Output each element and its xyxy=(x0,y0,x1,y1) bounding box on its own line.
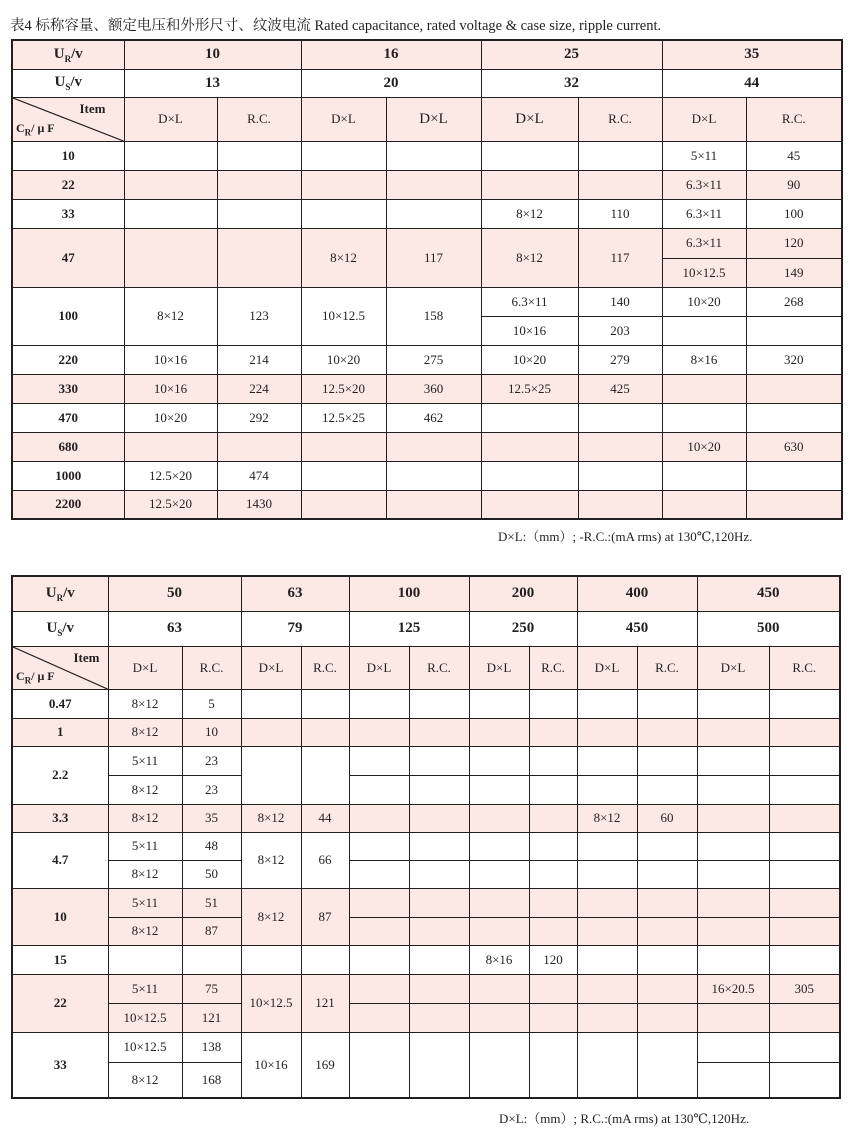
item-cr-corner: Item $C_R/$ μ F xyxy=(12,646,108,689)
rc-header: R.C. xyxy=(578,97,662,141)
size-cell: 8×16 xyxy=(469,945,529,974)
rc-cell: 158 xyxy=(386,287,481,345)
ur-row xyxy=(12,40,842,69)
rc-cell: 168 xyxy=(182,1062,241,1098)
us-20: 20 xyxy=(301,69,481,97)
rc-cell: 44 xyxy=(301,804,349,832)
ur-50: 50 xyxy=(108,576,241,611)
table-row xyxy=(12,888,840,917)
rc-cell: 214 xyxy=(217,345,301,374)
rc-cell: 75 xyxy=(182,974,241,1003)
rc-cell: 23 xyxy=(182,746,241,775)
dl-header: D×L xyxy=(662,97,746,141)
dl-header: D×L xyxy=(577,646,637,689)
table-row xyxy=(12,746,840,775)
rc-cell: 123 xyxy=(217,287,301,345)
rc-cell: 360 xyxy=(386,374,481,403)
rc-cell: 203 xyxy=(578,316,662,345)
ur-400: 400 xyxy=(577,576,697,611)
cap-cell: 10 xyxy=(12,141,124,170)
us-32: 32 xyxy=(481,69,662,97)
ur-10: 10 xyxy=(124,40,301,69)
size-cell: 12.5×25 xyxy=(301,403,386,432)
cap-cell: 15 xyxy=(12,945,108,974)
size-cell: 8×12 xyxy=(124,287,217,345)
ur-25: 25 xyxy=(481,40,662,69)
rc-cell: 48 xyxy=(182,832,241,860)
size-cell: 6.3×11 xyxy=(662,199,746,228)
rc-cell: 169 xyxy=(301,1032,349,1098)
table-1-note: D×L:（mm）; -R.C.:(mA rms) at 130℃,120Hz. xyxy=(498,529,753,544)
rc-header: R.C. xyxy=(182,646,241,689)
cap-cell: 330 xyxy=(12,374,124,403)
table-row xyxy=(12,718,840,746)
size-cell: 8×12 xyxy=(108,718,182,746)
dl-header: D×L xyxy=(108,646,182,689)
table-2 xyxy=(11,575,841,1099)
cap-cell: 33 xyxy=(12,1032,108,1098)
rc-cell: 462 xyxy=(386,403,481,432)
size-cell: 12.5×25 xyxy=(481,374,578,403)
cap-cell: 0.47 xyxy=(12,689,108,718)
size-cell: 8×12 xyxy=(108,689,182,718)
rc-cell: 117 xyxy=(386,228,481,287)
rc-cell: 35 xyxy=(182,804,241,832)
table-row xyxy=(12,860,840,888)
cap-cell: 22 xyxy=(12,170,124,199)
size-cell: 5×11 xyxy=(108,832,182,860)
us-63: 63 xyxy=(108,611,241,646)
rc-cell: 50 xyxy=(182,860,241,888)
size-cell: 12.5×20 xyxy=(124,490,217,519)
rc-cell: 1430 xyxy=(217,490,301,519)
size-cell: 10×12.5 xyxy=(108,1032,182,1062)
table-row xyxy=(12,432,842,461)
dl-header: D×L xyxy=(301,97,386,141)
rc-cell: 149 xyxy=(746,258,842,287)
rc-cell: 23 xyxy=(182,775,241,804)
table-row xyxy=(12,917,840,945)
item-header-row xyxy=(12,97,842,141)
rc-cell: 268 xyxy=(746,287,842,316)
size-cell: 8×12 xyxy=(481,199,578,228)
rc-cell: 120 xyxy=(529,945,577,974)
size-cell: 10×12.5 xyxy=(241,974,301,1032)
table-row xyxy=(12,141,842,170)
dl-header: D×L xyxy=(697,646,769,689)
cap-cell: 3.3 xyxy=(12,804,108,832)
rc-cell: 100 xyxy=(746,199,842,228)
us-79: 79 xyxy=(241,611,349,646)
us-13: 13 xyxy=(124,69,301,97)
size-cell: 16×20.5 xyxy=(697,974,769,1003)
size-cell: 10×12.5 xyxy=(301,287,386,345)
table-row xyxy=(12,804,840,832)
ur-label: $U_R/v$ xyxy=(12,40,124,69)
dl-header: D×L xyxy=(124,97,217,141)
rc-cell: 5 xyxy=(182,689,241,718)
rc-cell: 279 xyxy=(578,345,662,374)
size-cell: 5×11 xyxy=(108,746,182,775)
table-row xyxy=(12,287,842,316)
rc-cell: 630 xyxy=(746,432,842,461)
size-cell: 10×16 xyxy=(124,374,217,403)
size-cell: 10×20 xyxy=(124,403,217,432)
ur-35: 35 xyxy=(662,40,842,69)
table-row xyxy=(12,1032,840,1062)
rc-cell: 121 xyxy=(301,974,349,1032)
size-cell: 8×12 xyxy=(481,228,578,287)
rc-header: R.C. xyxy=(217,97,301,141)
rc-cell: 60 xyxy=(637,804,697,832)
cap-cell: 220 xyxy=(12,345,124,374)
rc-cell: 117 xyxy=(578,228,662,287)
size-cell: 10×20 xyxy=(662,432,746,461)
table-row xyxy=(12,490,842,519)
rc-cell: 121 xyxy=(182,1003,241,1032)
cap-cell: 47 xyxy=(12,228,124,287)
size-cell: 6.3×11 xyxy=(481,287,578,316)
cap-cell: 10 xyxy=(12,888,108,945)
size-cell: 5×11 xyxy=(108,974,182,1003)
us-row xyxy=(12,611,840,646)
rc-cell: 275 xyxy=(386,345,481,374)
us-250: 250 xyxy=(469,611,577,646)
rc-cell: 87 xyxy=(301,888,349,945)
dl-header: D×L xyxy=(469,646,529,689)
table-row xyxy=(12,945,840,974)
size-cell: 10×12.5 xyxy=(108,1003,182,1032)
item-header-row xyxy=(12,646,840,689)
table-row xyxy=(12,199,842,228)
us-label: $U_S/v$ xyxy=(12,611,108,646)
rc-cell: 305 xyxy=(769,974,840,1003)
size-cell: 10×20 xyxy=(301,345,386,374)
ur-100: 100 xyxy=(349,576,469,611)
table-row xyxy=(12,345,842,374)
size-cell: 12.5×20 xyxy=(124,461,217,490)
cap-cell: 2200 xyxy=(12,490,124,519)
rc-cell: 45 xyxy=(746,141,842,170)
size-cell: 8×12 xyxy=(108,1062,182,1098)
rc-header: R.C. xyxy=(746,97,842,141)
table-1 xyxy=(11,39,843,520)
us-125: 125 xyxy=(349,611,469,646)
size-cell: 8×12 xyxy=(241,804,301,832)
size-cell: 5×11 xyxy=(108,888,182,917)
size-cell: 6.3×11 xyxy=(662,170,746,199)
ur-16: 16 xyxy=(301,40,481,69)
dl-header: D×L xyxy=(241,646,301,689)
cap-cell: 1 xyxy=(12,718,108,746)
rc-cell: 224 xyxy=(217,374,301,403)
size-cell: 8×12 xyxy=(108,804,182,832)
table-row xyxy=(12,832,840,860)
ur-label: $U_R/v$ xyxy=(12,576,108,611)
rc-cell: 474 xyxy=(217,461,301,490)
item-cr-corner: Item $C_R/$ μ F xyxy=(12,97,124,141)
size-cell: 8×12 xyxy=(301,228,386,287)
us-500: 500 xyxy=(697,611,840,646)
size-cell: 8×12 xyxy=(108,775,182,804)
cap-cell: 100 xyxy=(12,287,124,345)
rc-header: R.C. xyxy=(769,646,840,689)
rc-cell: 320 xyxy=(746,345,842,374)
dl-header: D×L xyxy=(349,646,409,689)
rc-cell: 140 xyxy=(578,287,662,316)
rc-cell: 51 xyxy=(182,888,241,917)
dl-header: D×L xyxy=(386,97,481,141)
cap-cell: 2.2 xyxy=(12,746,108,804)
size-cell: 10×20 xyxy=(481,345,578,374)
table-row xyxy=(12,403,842,432)
rc-cell: 120 xyxy=(746,228,842,258)
table-row xyxy=(12,775,840,804)
rc-header: R.C. xyxy=(637,646,697,689)
cap-cell: 1000 xyxy=(12,461,124,490)
size-cell: 8×12 xyxy=(108,860,182,888)
size-cell: 5×11 xyxy=(662,141,746,170)
size-cell: 10×20 xyxy=(662,287,746,316)
us-44: 44 xyxy=(662,69,842,97)
rc-header: R.C. xyxy=(409,646,469,689)
cap-cell: 33 xyxy=(12,199,124,228)
size-cell: 6.3×11 xyxy=(662,228,746,258)
size-cell: 8×12 xyxy=(577,804,637,832)
size-cell: 10×16 xyxy=(124,345,217,374)
size-cell: 10×16 xyxy=(481,316,578,345)
rc-header: R.C. xyxy=(301,646,349,689)
ur-row xyxy=(12,576,840,611)
size-cell: 8×12 xyxy=(241,888,301,945)
rc-cell: 66 xyxy=(301,832,349,888)
us-450: 450 xyxy=(577,611,697,646)
table-row xyxy=(12,228,842,258)
size-cell: 8×16 xyxy=(662,345,746,374)
table-row xyxy=(12,170,842,199)
size-cell: 10×16 xyxy=(241,1032,301,1098)
rc-cell: 110 xyxy=(578,199,662,228)
us-row xyxy=(12,69,842,97)
rc-cell: 87 xyxy=(182,917,241,945)
rc-cell: 138 xyxy=(182,1032,241,1062)
ur-63: 63 xyxy=(241,576,349,611)
size-cell: 12.5×20 xyxy=(301,374,386,403)
table-row xyxy=(12,1003,840,1032)
cap-cell: 4.7 xyxy=(12,832,108,888)
rc-cell: 292 xyxy=(217,403,301,432)
rc-cell: 10 xyxy=(182,718,241,746)
table-row xyxy=(12,689,840,718)
size-cell: 8×12 xyxy=(241,832,301,888)
table-row xyxy=(12,374,842,403)
cap-cell: 680 xyxy=(12,432,124,461)
table-2-note: D×L:（mm）; R.C.:(mA rms) at 130℃,120Hz. xyxy=(499,1111,750,1126)
rc-header: R.C. xyxy=(529,646,577,689)
ur-450: 450 xyxy=(697,576,840,611)
rc-cell: 90 xyxy=(746,170,842,199)
size-cell: 10×12.5 xyxy=(662,258,746,287)
table-row xyxy=(12,974,840,1003)
dl-header: D×L xyxy=(481,97,578,141)
size-cell: 8×12 xyxy=(108,917,182,945)
rc-cell: 425 xyxy=(578,374,662,403)
table-caption: 表4 标称容量、额定电压和外形尺寸、纹波电流 Rated capacitance, rated voltage & case size, ripple current. xyxy=(10,18,662,34)
ur-200: 200 xyxy=(469,576,577,611)
cap-cell: 22 xyxy=(12,974,108,1032)
us-label: $U_S/v$ xyxy=(12,69,124,97)
cap-cell: 470 xyxy=(12,403,124,432)
table-row xyxy=(12,461,842,490)
